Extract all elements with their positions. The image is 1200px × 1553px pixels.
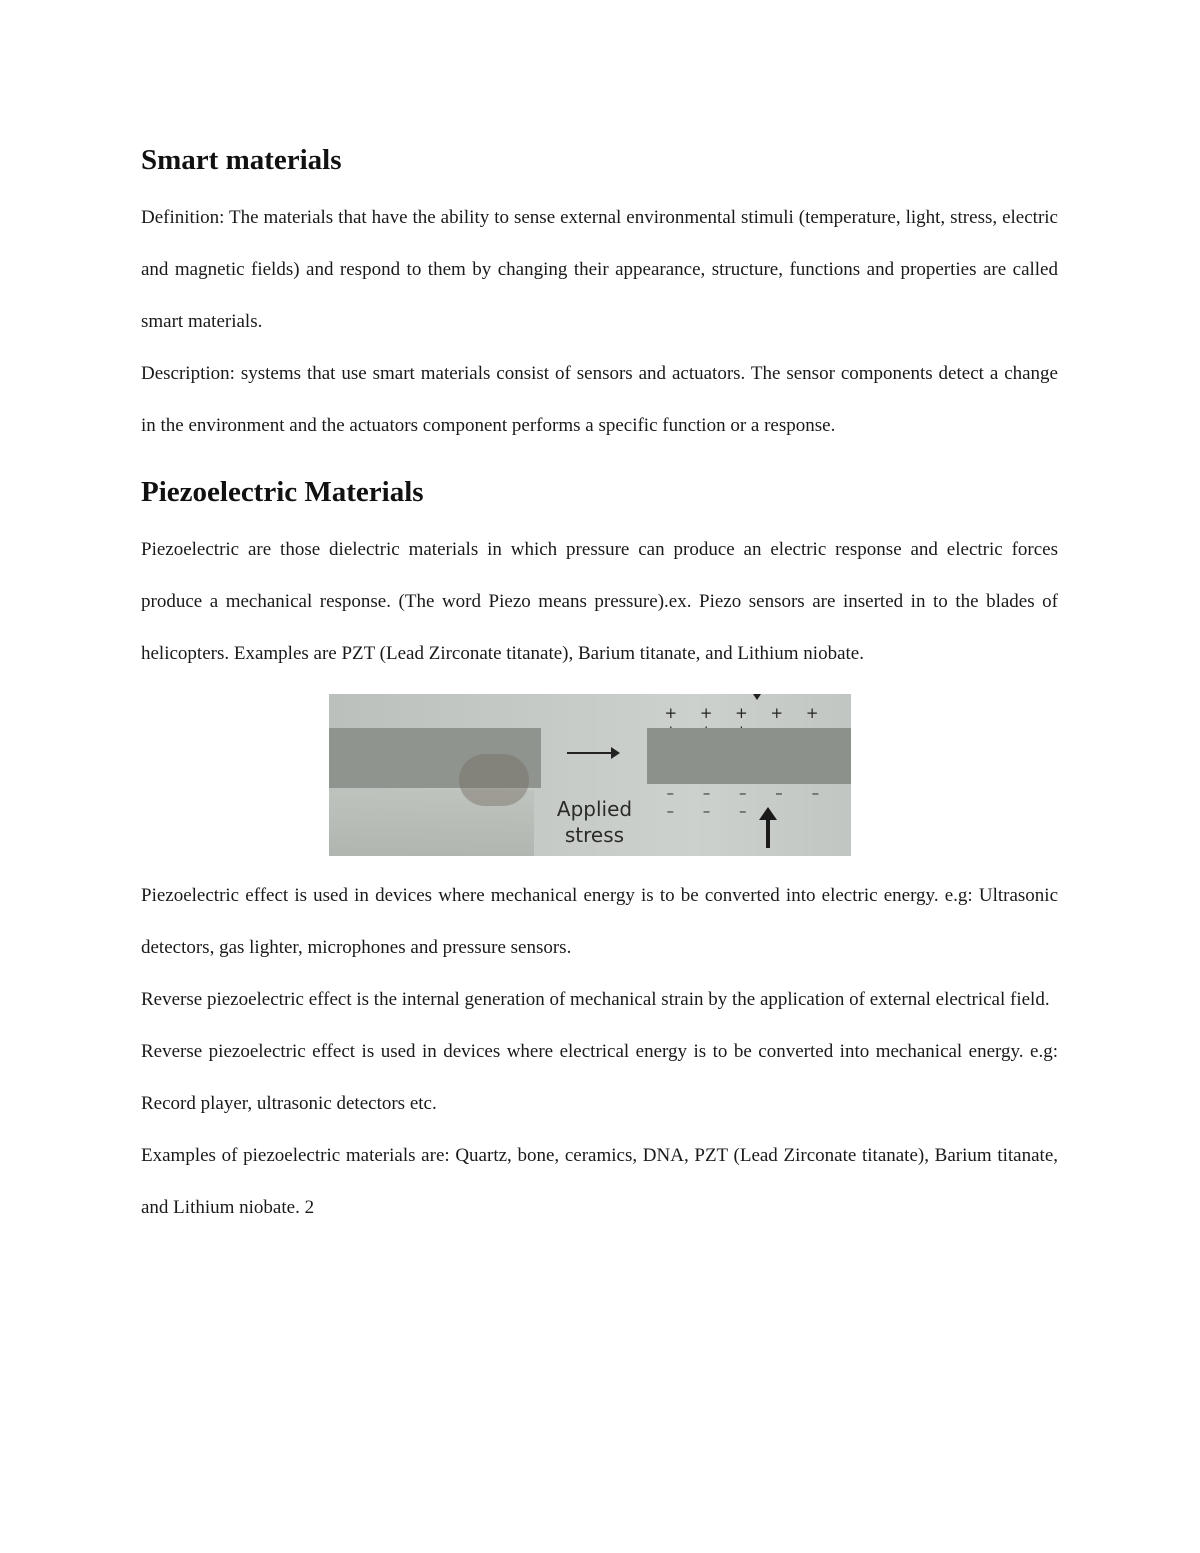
reverse-use-paragraph: Reverse piezoelectric effect is used in devices where electrical energy is to be converted into mechanical energy. e.g: Record player, ultrasonic detectors etc.: [141, 1041, 1058, 1114]
arrow-up-icon: [757, 806, 779, 850]
definition-paragraph: Definition: The materials that have the ability to sense external environmental stimuli (temperature, light, stress, electric and magnetic fields) and respond to them by changing their appearance, structure, functions and properties are called smart materials.: [141, 207, 1058, 332]
section-heading-smart-materials: Smart materials: [141, 144, 342, 176]
arrow-right-icon: [565, 742, 621, 764]
piezo-effect-figure: [329, 694, 851, 856]
piezo-intro-paragraph: Piezoelectric are those dielectric materials in which pressure can produce an electric response and electric forces produce a mechanical response. (The word Piezo means pressure).ex. Piezo sensors are inserted in to the blades of helicopters. Examples are PZT (Lead Zirconate titanate), Barium titanate, and Lithium niobate.: [141, 539, 1058, 664]
marker-triangle-icon: [753, 694, 761, 700]
section-heading-piezoelectric: Piezoelectric Materials: [141, 476, 424, 508]
positive-charges: + + + + +: [664, 704, 828, 722]
negative-charges: – – – – – – – –: [666, 784, 832, 820]
document-page: [141, 0, 1058, 1234]
photo-smudge: [459, 754, 529, 806]
piezo-effect-paragraph: Piezoelectric effect is used in devices where mechanical energy is to be converted into electric energy. e.g: Ultrasonic detectors, gas lighter, microphones and pressure sensors.: [141, 885, 1058, 958]
applied-stress-label: Applied stress: [556, 797, 633, 847]
stressed-crystal: [647, 728, 851, 784]
examples-paragraph: Examples of piezoelectric materials are: Quartz, bone, ceramics, DNA, PZT (Lead Zirconate titanate), Barium titanate, and Lithium niobate. 2: [141, 1145, 1058, 1218]
description-paragraph: Description: systems that use smart materials consist of sensors and actuators. The sensor components detect a change in the environment and the actuators component performs a specific function or a response.: [141, 363, 1058, 436]
reverse-definition-paragraph: Reverse piezoelectric effect is the internal generation of mechanical strain by the application of external electrical field.: [141, 989, 1050, 1010]
